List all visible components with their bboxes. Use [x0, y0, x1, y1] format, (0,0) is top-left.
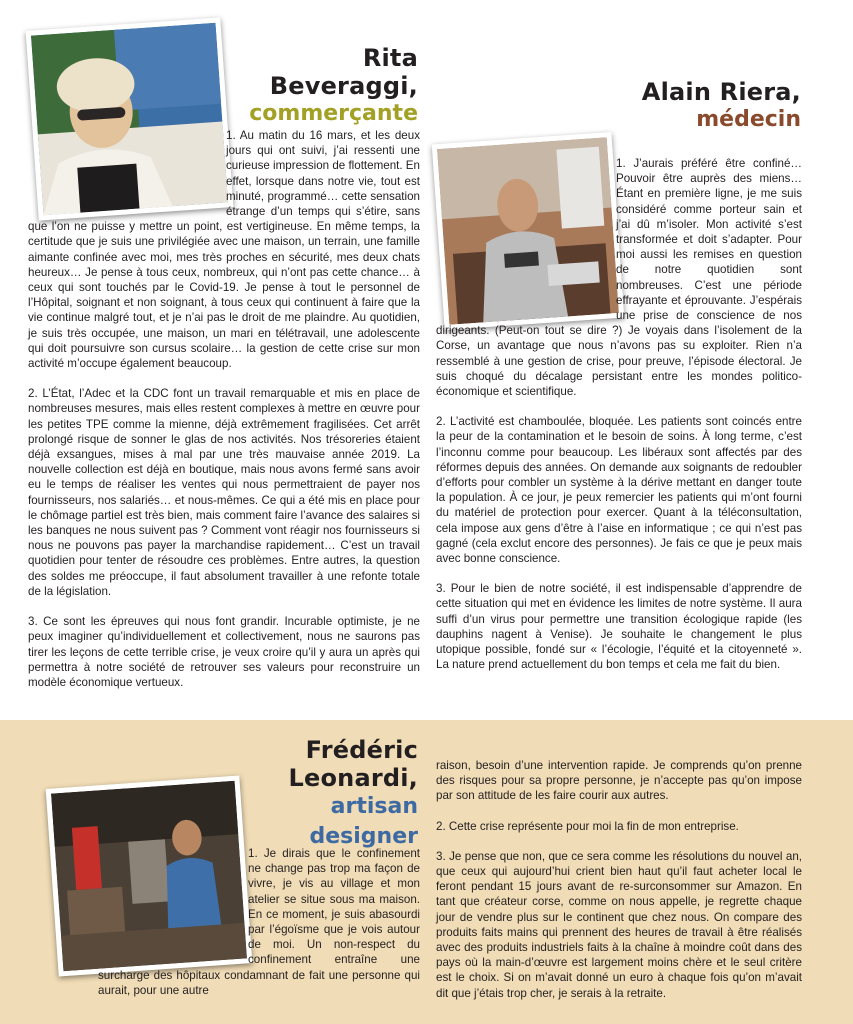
- alain-role: médecin: [696, 107, 801, 132]
- frederic-paragraph-1: 1. Je dirais que le confinement ne change pas trop ma façon de vivre, je vis au village et mon atelier se situe sous ma maison. En ce moment, je suis abasourdi par l’égoïsme que je vois autour de moi. Un non-respect du confinement entraîne une surcharge des hôpitaux condamnant de fait une personne qui aurait, pour une autre: [98, 847, 420, 997]
- alain-article: [436, 156, 802, 673]
- frederic-paragraph-3: 3. Je pense que non, que ce sera comme les résolutions du nouvel an, que ceux qui aujourd’hui crient bien haut qu’il faut acheter local le feront pendant 15 jours avant de re-surconsommer sur Amazon. En tant que créateur corse, comme on nous appelle, je regrette chaque jour de vendre plus sur le continent que chez nous. On compare des produits faits mains qui prennent des heures de travail à être réalisés avec des produits industriels faits à la chaîne à moindre coût dans des pays où la main-d’œuvre est largement moins chère et le seul critère est le choix. Si on m’avait donné un euro à chaque fois qu’on m’avait dit que j’étais trop cher, je serais à la retraite.: [436, 849, 802, 1000]
- rita-role: commerçante: [249, 101, 418, 126]
- rita-paragraph-1: 1. Au matin du 16 mars, et les deux jours qui ont suivi, j’ai ressenti une curieuse impression de flottement. En effet, lorsque dans notre vie, tout est minuté, programmé… cette sensation étrange d’un temps qui s’étire, sans que l’on ne puisse y mettre un point, est vertigineuse. En même temps, la certitude que je suis une privilégiée avec une maison, un terrain, une famille aimante confinée avec moi, mes très proches en sécurité, mes deux chats heureux… Je pense à tous ceux, nombreux, qui n’ont pas cette chance… à ceux qui sont touchés par le Covid-19. Je pense à tout le personnel de l’Hôpital, soignant et non soignant, à tous ceux qui continuent à faire que la vie continue malgré tout, et je n’ai pas le droit de me plaindre. Au quotidien, je suis très occupée, une maison, un mari en télétravail, une adolescente qui doit poursuivre son cursus scolaire… la gestion de cette crise sur mon activité m’occupe également beaucoup.: [28, 129, 420, 371]
- frederic-paragraph-2: 2. Cette crise représente pour moi la fin de mon entreprise.: [436, 819, 739, 833]
- alain-paragraph-1: 1. J’aurais préféré être confiné… Pouvoir être auprès des miens… Étant en première ligne, je me suis considéré comme porteur sain et j’ai dû m’isoler. Mon activité s’est transformée et doit s’adapter. Pour moi aussi les remises en question de notre quotidien sont nombreuses. C’est une période effrayante et éprouvante. J’espérais une prise de conscience de nos dirigeants. (Peut-on tout se dire ?) Je voyais dans l’isolement de la Corse, un avantage que nous n’avons pas su exploiter. Rien n’a ressemblé à une gestion de crise, pour preuve, l’épisode électoral. Je suis choqué du décalage persistant entre les mondes politico-économique et scientifique.: [436, 157, 802, 399]
- rita-heading: [220, 44, 418, 128]
- frederic-role-line-1: artisan: [330, 794, 418, 819]
- frederic-article-column-2: [436, 758, 802, 1001]
- frederic-name: Frédéric Leonardi,: [288, 736, 418, 792]
- alain-paragraph-2: 2. L’activité est chamboulée, bloquée. Les patients sont coincés entre la peur de la contamination et le besoin de soins. À long terme, c’est l’inconnu comme pour beaucoup. Les libéraux sont affectés par des réformes depuis des années. On demande aux soignants de redoubler d’efforts pour combler un système à la dérive mettant en danger toute la population. À ce jour, je peux remercier les patients qui m’ont fourni du matériel de protection pour exercer. Quant à la téléconsultation, cela impose aux gens d’être à l’aise en informatique ; ce qui n’est pas gagné (cela exclut encore des personnes). Je fais ce que je peux mais avec bonne conscience.: [436, 415, 802, 566]
- alain-name: Alain Riera,: [641, 78, 801, 106]
- frederic-paragraph-1-continued: raison, besoin d’une intervention rapide. Je comprends qu’on prenne des risques pour sa propre personne, je n’accepte pas qu’on impose par son attitude de les faire courir aux autres.: [436, 759, 802, 803]
- rita-article: [28, 128, 420, 690]
- alain-heading: [600, 78, 801, 134]
- frederic-role-line-2: designer: [309, 824, 418, 849]
- frederic-article-column-1: [98, 846, 420, 998]
- rita-paragraph-3: 3. Ce sont les épreuves qui nous font grandir. Incurable optimiste, je ne peux imaginer qu’individuellement et collectivement, nous ne saurons pas tirer les leçons de cette terrible crise, je veux croire qu’il y aura un après qui permettra à notre société de retrouver ses valeurs pour reconstruire un modèle économique vertueux.: [28, 615, 420, 689]
- alain-paragraph-3: 3. Pour le bien de notre société, il est indispensable d’apprendre de cette situation qui met en évidence les limites de notre système. Il aura suffi d’un virus pour permettre une transition écologique rapide (les dauphins nagent à Venise). Je souhaite le changement le plus utopique possible, fondé sur « l’écologie, l’équité et la citoyenneté ». La nature prend actuellement du bon temps et cela me fait du bien.: [436, 582, 802, 672]
- rita-name: Rita Beveraggi,: [269, 44, 418, 100]
- rita-paragraph-2: 2. L’État, l’Adec et la CDC font un travail remarquable et mis en place de nombreuses mesures, mais elles restent complexes à mettre en œuvre pour les petites TPE comme la mienne, déjà extrêmement fragilisées. Cet arrêt prolongé risque de sonner le glas de nos activités. Nos trésoreries étaient déjà exsangues, mises à mal par une très mauvaise année 2019. La nouvelle collection est déjà en boutique, mais nous avons fermé sans avoir eu le temps de réaliser les ventes qui nous permettraient de payer nos fournisseurs, nos salariés… et nous-mêmes. Ce qui a été mis en place pour le chômage partiel est très bien, mais comment faire l’avance des salaires si les banques ne nous suivent pas ? Comment vont réagir nos fournisseurs si nous ne pouvons pas payer la marchandise rapidement… C’est un travail quotidien pour tenter de résoudre ces problèmes. Entre autres, la question des soldes me préoccupe, il faut absolument travailler à une refonte totale de la législation.: [28, 387, 420, 598]
